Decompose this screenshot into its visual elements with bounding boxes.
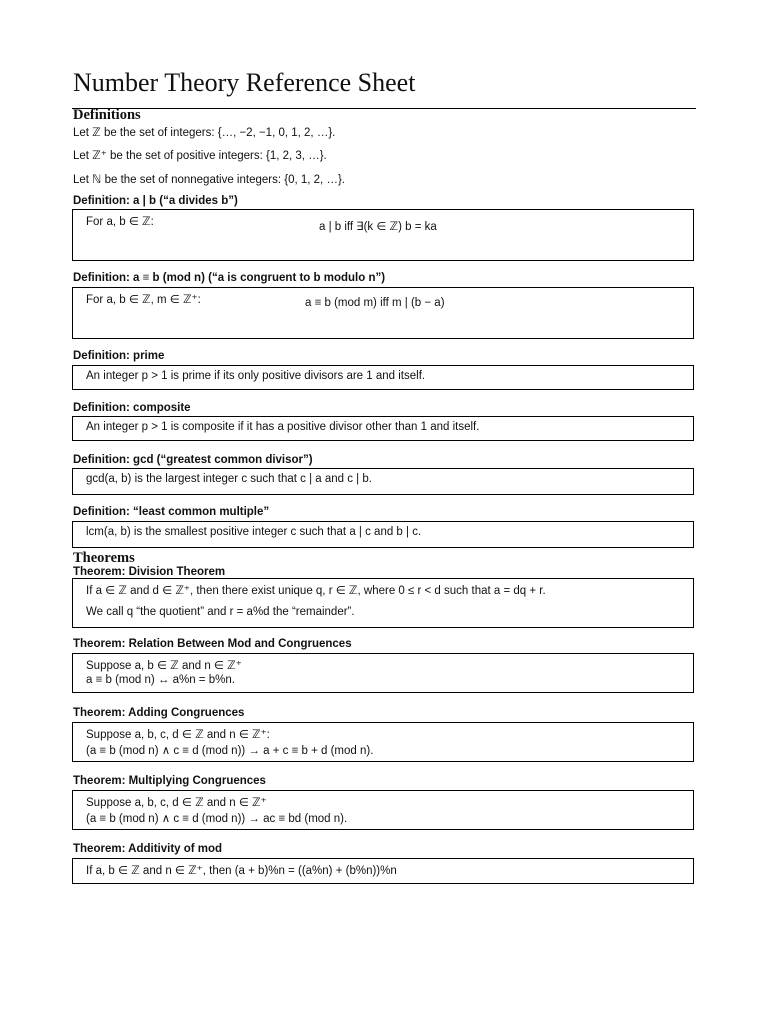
title-rule — [72, 108, 696, 109]
definition-gcd-label: Definition: gcd (“greatest common divisor”) — [73, 454, 313, 466]
definition-lcm-box — [72, 521, 694, 548]
definition-congruent-label: Definition: a ≡ b (mod n) (“a is congruent to b modulo n”) — [73, 272, 386, 284]
definitions-heading: Definitions — [73, 107, 141, 123]
definition-divides-box — [72, 209, 694, 261]
theorem-adding-line2: (a ≡ b (mod n) ∧ c ≡ d (mod n)) → a + c ≡ b + d (mod n). — [86, 745, 374, 757]
theorem-adding-label: Theorem: Adding Congruences — [73, 707, 245, 719]
theorem-adding-line1: Suppose a, b, c, d ∈ ℤ and n ∈ ℤ⁺: — [86, 729, 270, 741]
theorem-relation-line1: Suppose a, b ∈ ℤ and n ∈ ℤ⁺ — [86, 660, 242, 672]
theorem-division-label: Theorem: Division Theorem — [73, 566, 226, 578]
theorem-multiplying-box — [72, 790, 694, 830]
theorems-heading: Theorems — [73, 550, 135, 566]
theorem-relation-box — [72, 653, 694, 693]
definition-congruent-line: For a, b ∈ ℤ, m ∈ ℤ⁺: — [86, 294, 201, 306]
theorem-additivity-box — [72, 858, 694, 884]
theorem-adding-box — [72, 722, 694, 762]
theorem-relation-line2: a ≡ b (mod n) ↔ a%n = b%n. — [86, 674, 235, 686]
definition-divides-line: For a, b ∈ ℤ: — [86, 216, 154, 228]
theorem-additivity-line: If a, b ∈ ℤ and n ∈ ℤ⁺, then (a + b)%n = ((a%n) + (b%n))%n — [86, 865, 397, 877]
theorem-division-line1: If a ∈ ℤ and d ∈ ℤ⁺, then there exist unique q, r ∈ ℤ, where 0 ≤ r < d such that a = dq + r. — [86, 585, 546, 597]
definition-gcd-box — [72, 468, 694, 495]
definition-divides-label: Definition: a | b (“a divides b”) — [73, 195, 238, 207]
intro-positive-integers: Let ℤ⁺ be the set of positive integers: {1, 2, 3, …}. — [73, 150, 327, 162]
theorem-division-line2: We call q “the quotient” and r = a%d the “remainder”. — [86, 606, 355, 618]
theorem-multiplying-line2: (a ≡ b (mod n) ∧ c ≡ d (mod n)) → ac ≡ bd (mod n). — [86, 813, 348, 825]
definition-composite-line: An integer p > 1 is composite if it has a positive divisor other than 1 and itself. — [86, 421, 480, 433]
definition-composite-label: Definition: composite — [73, 402, 191, 414]
theorem-division-box — [72, 578, 694, 628]
definition-gcd-line: gcd(a, b) is the largest integer c such that c | a and c | b. — [86, 473, 372, 485]
definition-prime-line: An integer p > 1 is prime if its only positive divisors are 1 and itself. — [86, 370, 426, 382]
definition-lcm-label: Definition: “least common multiple” — [73, 506, 270, 518]
definition-divides-statement: a | b iff ∃(k ∈ ℤ) b = ka — [319, 221, 437, 233]
definition-composite-box — [72, 416, 694, 441]
definition-congruent-box — [72, 287, 694, 339]
intro-nonnegative-integers: Let ℕ be the set of nonnegative integers: {0, 1, 2, …}. — [73, 174, 345, 186]
definition-prime-label: Definition: prime — [73, 350, 165, 362]
theorem-additivity-label: Theorem: Additivity of mod — [73, 843, 223, 855]
theorem-relation-label: Theorem: Relation Between Mod and Congruences — [73, 638, 352, 650]
definition-prime-box — [72, 365, 694, 390]
page-title: Number Theory Reference Sheet — [73, 68, 416, 97]
theorem-multiplying-line1: Suppose a, b, c, d ∈ ℤ and n ∈ ℤ⁺ — [86, 797, 267, 809]
definition-lcm-line: lcm(a, b) is the smallest positive integer c such that a | c and b | c. — [86, 526, 422, 538]
intro-integers: Let ℤ be the set of integers: {…, −2, −1, 0, 1, 2, …}. — [73, 127, 336, 139]
definition-congruent-statement: a ≡ b (mod m) iff m | (b − a) — [305, 297, 445, 309]
theorem-multiplying-label: Theorem: Multiplying Congruences — [73, 775, 266, 787]
